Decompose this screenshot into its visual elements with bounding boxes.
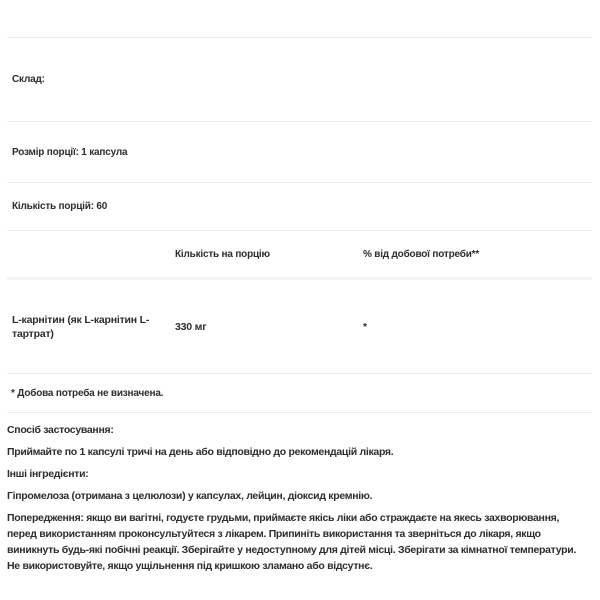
other-ingredients-text: Гіпромелоза (отримана з целюлози) у капсулах, лейцин, діоксид кремнію. xyxy=(7,490,373,502)
servings-count-label: Кількість порцій: 60 xyxy=(12,201,108,212)
footnote-row xyxy=(7,373,592,413)
composition-row xyxy=(7,37,592,121)
serving-size-label: Розмір порції: 1 капсула xyxy=(12,146,128,158)
usage-text: Приймайте по 1 капсулі тричі на день або відповідно до рекомендацій лікаря. xyxy=(7,446,394,458)
facts-header-row xyxy=(7,230,592,280)
supplement-facts-table xyxy=(7,37,592,413)
serving-size-row xyxy=(7,121,592,182)
other-ingredients-heading: Інші інгредієнти: xyxy=(7,468,89,480)
usage-and-warnings-section xyxy=(0,413,600,574)
warnings-text: Попередження: якщо ви вагітні, годуєте грудьми, приймаєте якісь ліки або страждаєте на якесь захворювання, перед використанням проконсультуйтеся з лікарем. Припиніть використання та зверніться до лікаря, якщо виникнуть будь-які побічні реакції. Зберігайте у недоступному для дітей місці. Зберігати за кімнатної температури. Не використовуйте, якщо ущільнення під кришкою зламано або відсутнє. xyxy=(7,512,577,572)
amount-per-serving-header: Кількість на порцію xyxy=(175,248,270,260)
ingredient-daily-value: * xyxy=(363,320,367,333)
daily-value-header: % від добової потреби** xyxy=(363,248,480,260)
ingredient-name: L-карнітин (як L-карнітин L-тартрат) xyxy=(12,313,150,340)
daily-value-footnote: * Добова потреба не визначена. xyxy=(11,387,164,399)
servings-count-row xyxy=(7,182,592,230)
composition-label: Склад: xyxy=(12,74,45,85)
ingredient-amount: 330 мг xyxy=(175,320,207,333)
ingredient-row xyxy=(7,280,592,373)
usage-heading: Спосіб застосування: xyxy=(7,424,114,436)
